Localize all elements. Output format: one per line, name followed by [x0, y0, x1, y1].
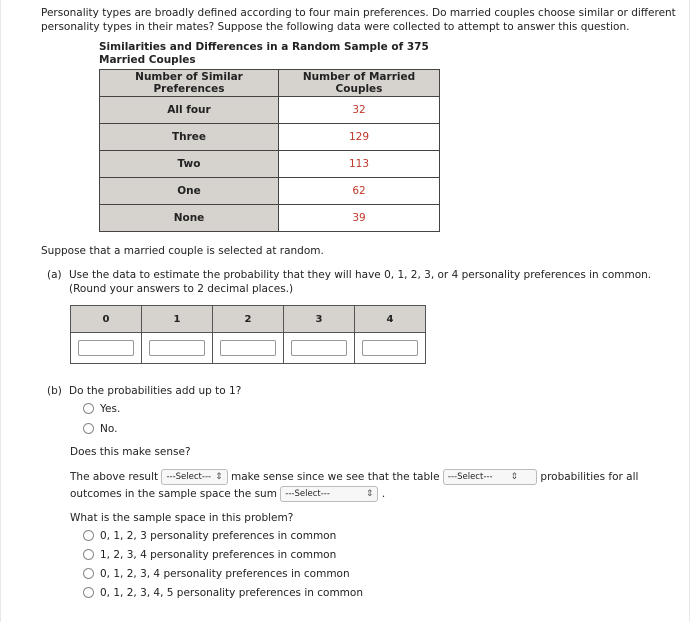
sentence-part-2: make sense since we see that the table — [230, 471, 440, 483]
radio-yes[interactable] — [83, 403, 94, 414]
prob-header-1: 1 — [142, 306, 213, 333]
select-3-value: ---Select--- — [285, 489, 330, 499]
sample-space-label: 0, 1, 2, 3, 4 personality preferences in common — [100, 568, 350, 580]
sentence-end: . — [381, 488, 386, 500]
option-yes[interactable] — [83, 403, 120, 415]
result-sentence — [70, 469, 680, 503]
result-select-1[interactable] — [161, 469, 227, 485]
result-select-2[interactable] — [443, 469, 537, 485]
sense-question: Does this make sense? — [70, 446, 191, 458]
sentence-part-3: probabilities for all outcomes in the sample space the sum — [70, 471, 639, 500]
suppose-text: Suppose that a married couple is selected at random. — [41, 245, 324, 257]
select-arrow-icon: ⇕ — [365, 489, 374, 499]
sample-space-option[interactable] — [83, 568, 350, 580]
table-row — [100, 151, 440, 178]
select-arrow-icon: ⇕ — [510, 472, 519, 482]
part-a-text: Use the data to estimate the probability that they will have 0, 1, 2, 3, or 4 personality preferences in common. (Round your answers to 2 decimal places.) — [69, 269, 652, 295]
caption-line-2: Married Couples — [99, 54, 196, 66]
prob-cell-3 — [284, 333, 355, 364]
category-cell: Three — [100, 124, 279, 151]
table-caption — [99, 41, 429, 67]
category-cell: Two — [100, 151, 279, 178]
prob-cell-2 — [213, 333, 284, 364]
sample-space-radio[interactable] — [83, 549, 94, 560]
sample-space-radio[interactable] — [83, 587, 94, 598]
part-b-label: (b) — [47, 385, 62, 397]
caption-line-1: Similarities and Differences in a Random Sample of 375 — [99, 41, 429, 53]
count-cell: 39 — [279, 205, 440, 232]
count-cell: 129 — [279, 124, 440, 151]
probability-header-row — [71, 306, 426, 333]
probability-table — [70, 305, 426, 364]
select-2-value: ---Select--- — [447, 472, 493, 482]
prob-input-2[interactable] — [220, 340, 276, 356]
header-married-couples: Number of Married Couples — [279, 70, 440, 97]
radio-no[interactable] — [83, 423, 94, 434]
sample-space-question: What is the sample space in this problem? — [70, 512, 294, 524]
category-cell: All four — [100, 97, 279, 124]
count-cell: 62 — [279, 178, 440, 205]
data-table-header — [100, 70, 440, 97]
prob-input-1[interactable] — [149, 340, 205, 356]
sample-space-label: 0, 1, 2, 3 personality preferences in common — [100, 530, 337, 542]
sample-space-radio[interactable] — [83, 568, 94, 579]
select-arrow-icon: ⇕ — [215, 472, 223, 482]
prob-cell-0 — [71, 333, 142, 364]
part-b-text: Do the probabilities add up to 1? — [69, 385, 242, 397]
category-cell: None — [100, 205, 279, 232]
data-table — [99, 69, 440, 232]
category-cell: One — [100, 178, 279, 205]
prob-input-3[interactable] — [291, 340, 347, 356]
table-row — [100, 97, 440, 124]
option-no[interactable] — [83, 423, 117, 435]
sample-space-label: 1, 2, 3, 4 personality preferences in common — [100, 549, 337, 561]
part-a-label: (a) — [47, 269, 62, 281]
prob-cell-4 — [355, 333, 426, 364]
count-cell: 32 — [279, 97, 440, 124]
option-yes-label: Yes. — [100, 403, 121, 415]
prob-header-4: 4 — [355, 306, 426, 333]
part-b-question — [47, 385, 241, 397]
prob-input-4[interactable] — [362, 340, 418, 356]
sample-space-radio[interactable] — [83, 530, 94, 541]
probability-input-row — [71, 333, 426, 364]
part-a-question — [47, 268, 677, 296]
count-cell: 113 — [279, 151, 440, 178]
prob-header-0: 0 — [71, 306, 142, 333]
select-1-value: ---Select--- — [166, 472, 212, 482]
header-similar-preferences: Number of Similar Preferences — [100, 70, 279, 97]
prob-header-3: 3 — [284, 306, 355, 333]
sentence-part-1: The above result — [70, 471, 159, 483]
table-row — [100, 205, 440, 232]
table-row — [100, 178, 440, 205]
sample-space-label: 0, 1, 2, 3, 4, 5 personality preferences in common — [100, 587, 363, 599]
sample-space-option[interactable] — [83, 549, 336, 561]
option-no-label: No. — [100, 423, 118, 435]
sample-space-option[interactable] — [83, 530, 336, 542]
table-row — [100, 124, 440, 151]
prob-header-2: 2 — [213, 306, 284, 333]
sample-space-option[interactable] — [83, 587, 363, 599]
prob-cell-1 — [142, 333, 213, 364]
result-select-3[interactable] — [280, 486, 378, 502]
intro-text: Personality types are broadly defined according to four main preferences. Do married couples choose similar or different personality types in their mates? Suppose the following data were collected to attempt to answer this question. — [41, 7, 676, 33]
prob-input-0[interactable] — [78, 340, 134, 356]
